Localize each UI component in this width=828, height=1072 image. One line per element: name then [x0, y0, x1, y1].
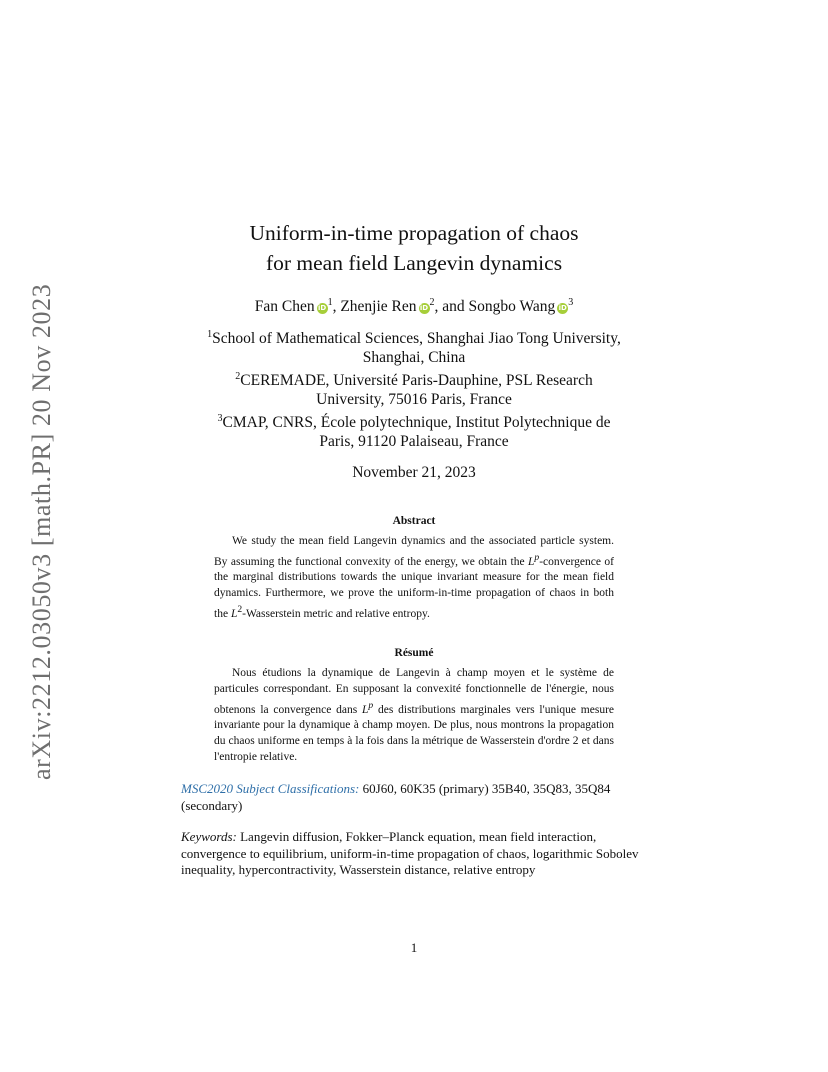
orcid-icon[interactable]: iD: [419, 304, 429, 313]
abstract-text: [214, 534, 614, 623]
math-superscript: p: [534, 551, 540, 563]
arxiv-identifier: arXiv:2212.03050v3 [math.PR] 20 Nov 2023: [27, 283, 56, 780]
author-separator: , and: [434, 298, 469, 316]
abstract-text-part: -Wasserstein metric and relative entropy.: [242, 607, 430, 620]
affiliation-line: [0, 367, 828, 390]
author-separator: ,: [332, 298, 341, 316]
affiliation-text: School of Mathematical Sciences, Shanghai Jiao Tong University,: [212, 330, 621, 348]
math-symbol: L: [230, 607, 238, 620]
paper-title: [0, 218, 828, 278]
author-list: [0, 293, 828, 317]
math-symbol: L: [362, 703, 369, 716]
page-number: 1: [410, 940, 418, 955]
orcid-icon[interactable]: iD: [317, 304, 327, 313]
keywords: [181, 829, 647, 879]
msc-link[interactable]: MSC2020 Subject Classifications:: [181, 781, 360, 796]
keywords-text: Langevin diffusion, Fokker–Planck equation, mean field interaction, convergence to equilibrium, uniform-in-time propagation of chaos, logarithmic Sobolev inequality, hypercontractivity, Wasserstein distance, relative entropy: [181, 829, 639, 877]
affiliation-number: 2: [235, 371, 241, 383]
affiliation-line: University, 75016 Paris, France: [316, 391, 512, 409]
affiliation-text: CMAP, CNRS, École polytechnique, Institut Polytechnique de: [222, 414, 611, 432]
abstract-text-part: -convergence of the marginal distributions towards the unique invariant measure for the mean field dynamics. Furthermore, we prove the uniform-in-time propagation of chaos in both the: [214, 555, 614, 620]
resume-heading: Résumé: [394, 647, 434, 659]
math-superscript: 2: [237, 604, 243, 616]
affiliation-text: CEREMADE, Université Paris-Dauphine, PSL Research: [240, 372, 593, 390]
abstract-text-part: We study the mean field Langevin dynamics and the associated particle system. By assuming the functional convexity of the energy, we obtain the: [214, 535, 614, 568]
affiliation-number: 1: [207, 329, 213, 340]
resume-text-part: Nous étudions la dynamique de Langevin à champ moyen et le système de particules correspondant. En supposant la convexité fonctionnelle de l'énergie, nous obtenons la convergence dans: [214, 667, 614, 716]
resume-text-part: des distributions marginales vers l'unique mesure invariante pour la dynamique à champ moyen. De plus, nous montrons la propagation du chaos uniforme en temps à la fois dans la métrique de Wasserstein d'ordre 2 et dans l'entropie relative.: [214, 703, 615, 763]
affiliation-line: [0, 325, 828, 348]
math-superscript: p: [368, 699, 374, 711]
math-symbol: L: [528, 555, 535, 568]
resume-text: [214, 666, 614, 766]
author-name: Songbo Wang: [468, 298, 556, 316]
orcid-icon[interactable]: iD: [558, 304, 567, 313]
affiliations: [0, 325, 828, 451]
author-affiliation-mark: 2: [429, 297, 435, 308]
msc-classifications: [181, 781, 647, 814]
affiliation-line: Paris, 91120 Palaiseau, France: [319, 433, 509, 451]
affiliation-line: [0, 409, 828, 432]
author-affiliation-mark: 1: [327, 297, 333, 308]
msc-text: 60J60, 60K35 (primary) 35B40, 35Q83, 35Q84 (secondary): [181, 781, 611, 813]
author-affiliation-mark: 3: [568, 297, 574, 308]
affiliation-line: Shanghai, China: [362, 349, 466, 367]
author-name: Zhenjie Ren: [340, 298, 417, 316]
paper-date: November 21, 2023: [352, 464, 476, 481]
title-line-1: Uniform-in-time propagation of chaos: [249, 221, 579, 245]
author-name: Fan Chen: [254, 298, 315, 316]
keywords-label: Keywords:: [181, 829, 237, 844]
abstract-heading: Abstract: [392, 515, 436, 527]
title-line-2: for mean field Langevin dynamics: [265, 251, 563, 275]
affiliation-number: 3: [217, 413, 223, 425]
